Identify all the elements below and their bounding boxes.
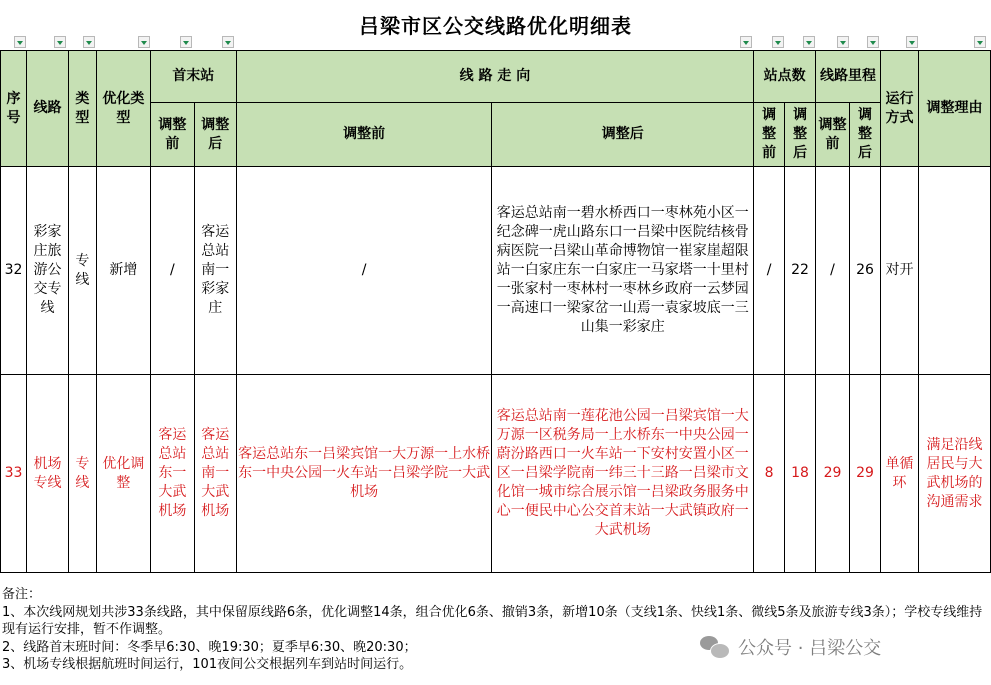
- header-type[interactable]: 类型: [68, 51, 96, 167]
- cell-type[interactable]: 专线: [68, 167, 96, 375]
- cell-opt-type[interactable]: 优化调整: [96, 375, 150, 573]
- header-stops-after[interactable]: 调整后: [785, 103, 816, 167]
- cell-terminal-before[interactable]: 客运总站东一大武机场: [150, 375, 194, 573]
- cell-op-mode[interactable]: 对开: [880, 167, 918, 375]
- note-1: 1、本次线网规划共涉33条线路，其中保留原线路6条，优化调整14条，组合优化6条、撤销3条，新增10条（支线1条、快线1条、微线5条及旅游专线3条）；学校专线维持现有运行安排，暂不作调整。: [2, 604, 983, 637]
- cell-stops-before[interactable]: 8: [754, 375, 785, 573]
- cell-stops-after[interactable]: 22: [785, 167, 816, 375]
- cell-direction-before[interactable]: 客运总站东一吕梁宾馆一大万源一上水桥东一中央公园一火车站一吕梁学院一大武机场: [236, 375, 492, 573]
- cell-type[interactable]: 专线: [68, 375, 96, 573]
- cell-terminal-after[interactable]: 客运总站南一大武机场: [194, 375, 236, 573]
- header-reason[interactable]: 调整理由: [918, 51, 990, 167]
- table-row: [1, 167, 991, 375]
- filter-dropdown-icon[interactable]: [867, 36, 879, 48]
- header-direction-after[interactable]: 调整后: [492, 103, 754, 167]
- route-table: [0, 50, 991, 573]
- filter-dropdown-icon[interactable]: [14, 36, 26, 48]
- header-opt-type[interactable]: 优化类型: [96, 51, 150, 167]
- header-stops-before[interactable]: 调整前: [754, 103, 785, 167]
- cell-reason[interactable]: 满足沿线居民与大武机场的沟通需求: [918, 375, 990, 573]
- sheet-title: 吕梁市区公交线路优化明细表: [359, 14, 632, 38]
- cell-seq[interactable]: 32: [1, 167, 27, 375]
- cell-op-mode[interactable]: 单循环: [880, 375, 918, 573]
- header-terminal[interactable]: 首末站: [150, 51, 236, 103]
- header-direction-before[interactable]: 调整前: [236, 103, 492, 167]
- filter-dropdown-icon[interactable]: [222, 36, 234, 48]
- watermark: [700, 630, 881, 664]
- filter-dropdown-icon[interactable]: [837, 36, 849, 48]
- header-terminal-before[interactable]: 调整前: [150, 103, 194, 167]
- cell-reason[interactable]: [918, 167, 990, 375]
- cell-terminal-before[interactable]: /: [150, 167, 194, 375]
- header-terminal-after[interactable]: 调整后: [194, 103, 236, 167]
- cell-stops-before[interactable]: /: [754, 167, 785, 375]
- cell-direction-after[interactable]: 客运总站南一莲花池公园一吕梁宾馆一大万源一区税务局一上水桥东一中央公园一蔚汾路西口一火车站一下安村安置小区一区一吕梁学院南一纬三十三路一吕梁市文化馆一城市综合展示馆一吕梁政务服务中心一便民中心公交首末站一大武镇政府一大武机场: [492, 375, 754, 573]
- note-3: 3、机场专线根据航班时间运行，101夜间公交根据列车到站时间运行。: [2, 657, 413, 672]
- filter-dropdown-icon[interactable]: [906, 36, 918, 48]
- notes-heading: 备注：: [2, 587, 42, 602]
- filter-dropdown-icon[interactable]: [803, 36, 815, 48]
- cell-mileage-before[interactable]: 29: [816, 375, 850, 573]
- cell-opt-type[interactable]: 新增: [96, 167, 150, 375]
- note-2: 2、线路首末班时间：冬季早6:30、晚19:30；夏季早6:30、晚20:30；: [2, 639, 417, 655]
- filter-dropdown-icon[interactable]: [740, 36, 752, 48]
- cell-mileage-after[interactable]: 29: [850, 375, 881, 573]
- header-route[interactable]: 线路: [26, 51, 68, 167]
- header-mileage[interactable]: 线路里程: [816, 51, 881, 103]
- cell-mileage-after[interactable]: 26: [850, 167, 881, 375]
- cell-direction-after[interactable]: 客运总站南一碧水桥西口一枣林苑小区一纪念碑一虎山路东口一吕梁中医院结核骨病医院一吕梁山革命博物馆一崔家崖超限站一白家庄东一白家庄一马家塔一十里村一张家村一枣林村一枣林乡政府一云梦园一高速口一梁家岔一山焉一袁家坡底一三山集一彩家庄: [492, 167, 754, 375]
- filter-dropdown-icon[interactable]: [83, 36, 95, 48]
- cell-mileage-before[interactable]: /: [816, 167, 850, 375]
- cell-terminal-after[interactable]: 客运总站南一彩家庄: [194, 167, 236, 375]
- header-mileage-before[interactable]: 调整前: [816, 103, 850, 167]
- cell-direction-before[interactable]: /: [236, 167, 492, 375]
- filter-dropdown-icon[interactable]: [974, 36, 986, 48]
- autofilter-row: [0, 36, 991, 50]
- cell-route[interactable]: 彩家庄旅游公交专线: [26, 167, 68, 375]
- header-direction[interactable]: 线 路 走 向: [236, 51, 753, 103]
- cell-route[interactable]: 机场专线: [26, 375, 68, 573]
- table-row: [1, 375, 991, 573]
- filter-dropdown-icon[interactable]: [138, 36, 150, 48]
- filter-dropdown-icon[interactable]: [180, 36, 192, 48]
- filter-dropdown-icon[interactable]: [772, 36, 784, 48]
- watermark-text: 公众号 · 吕梁公交: [738, 638, 882, 659]
- header-op-mode[interactable]: 运行方式: [880, 51, 918, 167]
- header-stops[interactable]: 站点数: [754, 51, 816, 103]
- header-mileage-after[interactable]: 调整后: [850, 103, 881, 167]
- cell-seq[interactable]: 33: [1, 375, 27, 573]
- filter-dropdown-icon[interactable]: [54, 36, 66, 48]
- cell-stops-after[interactable]: 18: [785, 375, 816, 573]
- wechat-logo-icon: [700, 634, 730, 660]
- header-seq[interactable]: 序号: [1, 51, 27, 167]
